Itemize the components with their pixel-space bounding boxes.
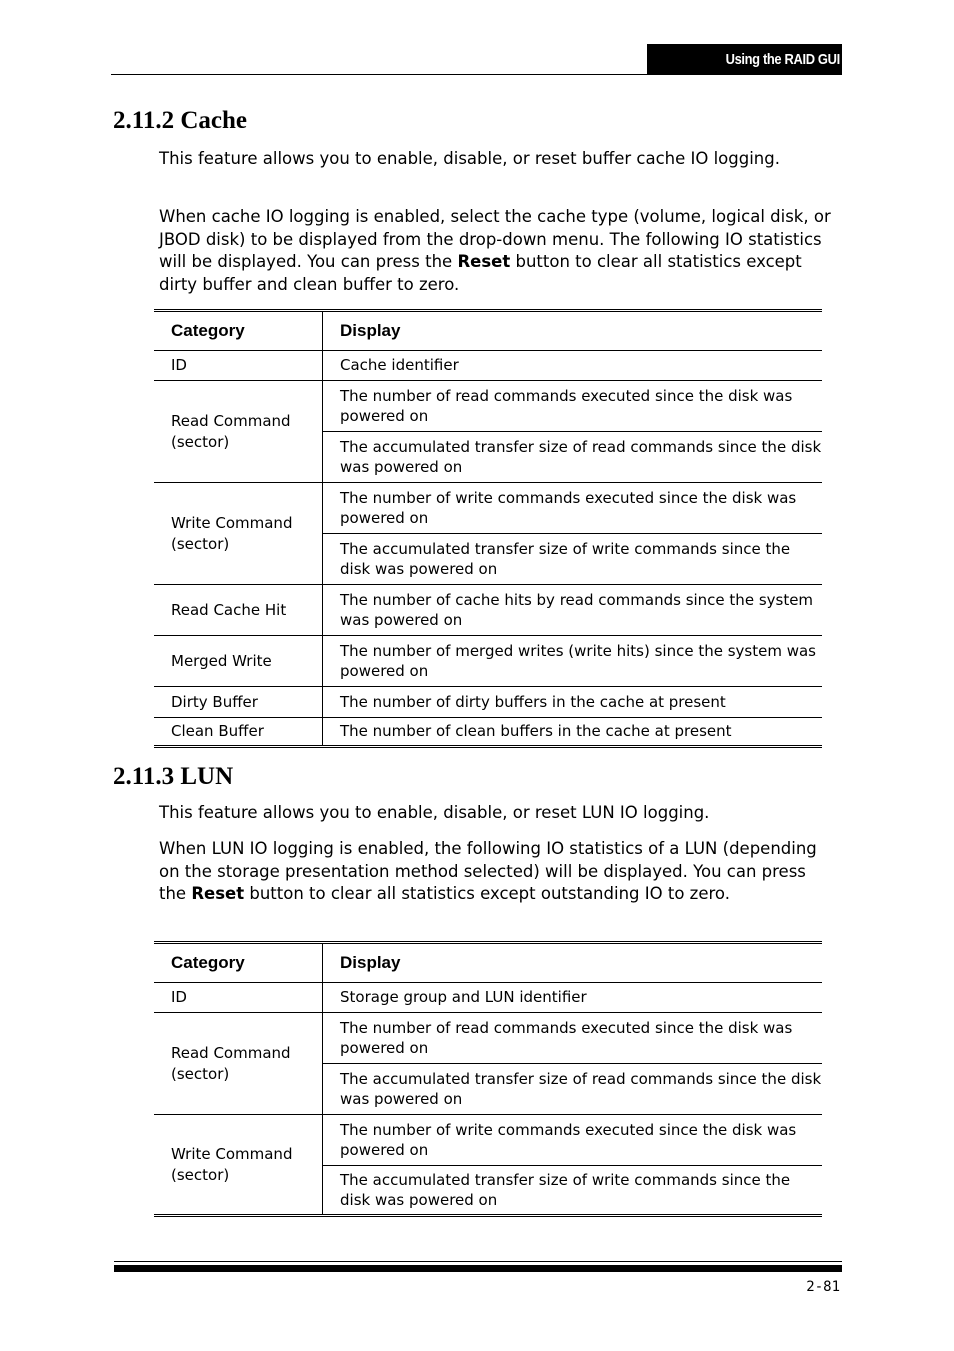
reset-keyword: Reset bbox=[191, 884, 245, 903]
category-cell: ID bbox=[154, 983, 323, 1013]
display-cell: Cache identifier bbox=[323, 351, 823, 381]
category-cell: Write Command (sector) bbox=[154, 1115, 323, 1216]
category-cell: Dirty Buffer bbox=[154, 687, 323, 718]
display-cell: The accumulated transfer size of write commands since the disk was powered on bbox=[340, 1170, 791, 1209]
category-cell: Write Command (sector) bbox=[154, 483, 323, 585]
column-header-display: Display bbox=[323, 943, 823, 983]
table-row bbox=[154, 636, 822, 687]
lun-heading: 2.11.3 LUN bbox=[113, 763, 234, 790]
table-header-row bbox=[154, 943, 822, 983]
header-rule bbox=[111, 74, 647, 75]
category-cell: Read Command (sector) bbox=[154, 381, 323, 483]
display-cell: Storage group and LUN identifier bbox=[323, 983, 823, 1013]
category-cell: Read Cache Hit bbox=[154, 585, 323, 636]
reset-keyword: Reset bbox=[457, 252, 511, 271]
display-cell: The number of write commands executed since the disk was powered on bbox=[323, 483, 823, 534]
table-row bbox=[154, 983, 822, 1013]
column-header-category: Category bbox=[154, 311, 323, 351]
cache-statistics-table bbox=[154, 309, 822, 748]
section-header-title: Using the RAID GUI bbox=[725, 51, 840, 68]
display-cell: The number of cache hits by read commands since the system was powered on bbox=[323, 585, 823, 636]
table-row bbox=[154, 1115, 822, 1166]
display-cell: The number of write commands executed since the disk was powered on bbox=[323, 1115, 823, 1166]
display-cell: The number of dirty buffers in the cache at present bbox=[323, 687, 823, 718]
display-cell: The accumulated transfer size of write commands since the disk was powered on bbox=[323, 534, 823, 585]
table-row bbox=[154, 1013, 822, 1064]
footer-thin-rule bbox=[114, 1261, 842, 1262]
cache-detail-paragraph: When cache IO logging is enabled, select the cache type (volume, logical disk, or JBOD disk) to be displayed from the drop-down menu. The following IO statistics will be displayed. You can press the Reset button to clear all statistics except dirty buffer and clean buffer to zero. bbox=[159, 207, 831, 294]
display-cell: The accumulated transfer size of read commands since the disk was powered on bbox=[323, 432, 823, 483]
cache-heading: 2.11.2 Cache bbox=[113, 107, 248, 134]
column-header-display: Display bbox=[323, 311, 823, 351]
lun-detail-paragraph: When LUN IO logging is enabled, the following IO statistics of a LUN (depending on the storage presentation method selected) will be displayed. You can press the Reset button to clear all statistics except outstanding IO to zero. bbox=[159, 839, 817, 903]
display-cell: The accumulated transfer size of read commands since the disk was powered on bbox=[323, 1064, 823, 1115]
category-cell: Read Command (sector) bbox=[154, 1013, 323, 1115]
display-cell: The number of read commands executed since the disk was powered on bbox=[323, 1013, 823, 1064]
footer-thick-rule bbox=[114, 1265, 842, 1272]
table-row bbox=[154, 718, 822, 747]
table-row bbox=[154, 687, 822, 718]
table-row bbox=[154, 381, 822, 432]
section-header-badge bbox=[647, 44, 842, 75]
column-header-category: Category bbox=[154, 943, 323, 983]
display-cell: The number of clean buffers in the cache at present bbox=[340, 722, 732, 741]
table-header-row bbox=[154, 311, 822, 351]
lun-intro-paragraph: This feature allows you to enable, disable, or reset LUN IO logging. bbox=[159, 803, 710, 822]
category-cell: Clean Buffer bbox=[154, 718, 323, 747]
table-row bbox=[154, 351, 822, 381]
cache-intro-paragraph: This feature allows you to enable, disable, or reset buffer cache IO logging. bbox=[159, 149, 780, 168]
table-row bbox=[154, 585, 822, 636]
category-cell: Merged Write bbox=[154, 636, 323, 687]
category-cell: ID bbox=[154, 351, 323, 381]
display-cell: The number of merged writes (write hits) since the system was powered on bbox=[323, 636, 823, 687]
table-row bbox=[154, 483, 822, 534]
display-cell: The number of read commands executed since the disk was powered on bbox=[323, 381, 823, 432]
lun-statistics-table bbox=[154, 941, 822, 1217]
page-number: 2-81 bbox=[806, 1279, 840, 1295]
